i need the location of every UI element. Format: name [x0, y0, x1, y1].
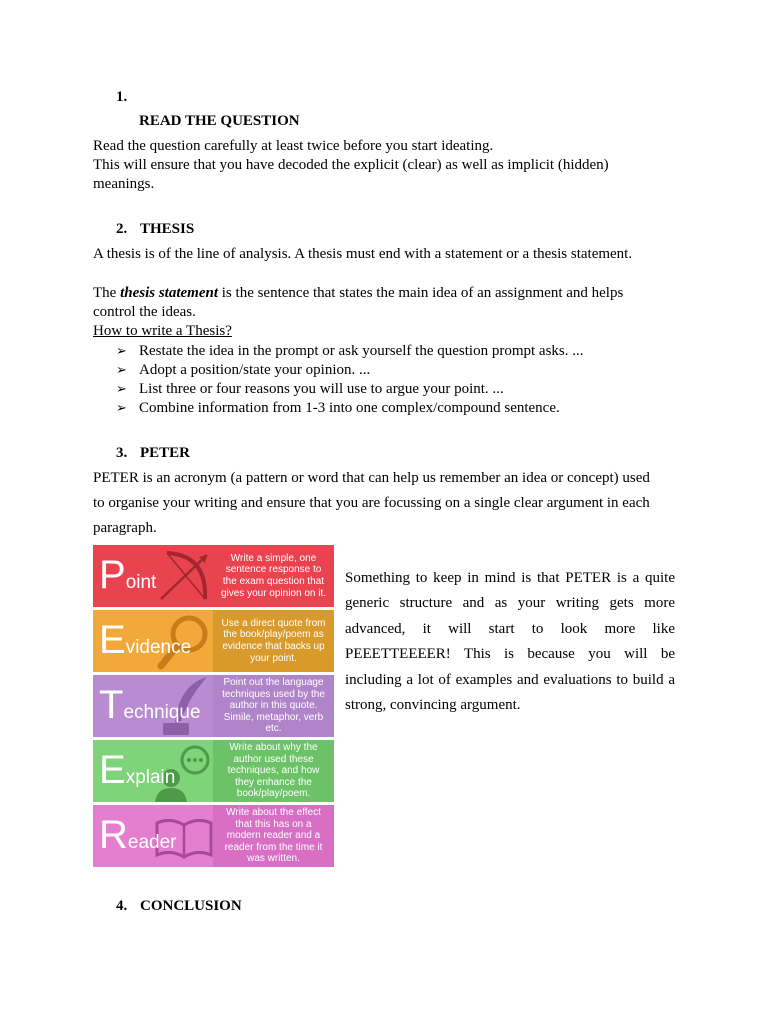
- howto-heading: How to write a Thesis?: [93, 323, 232, 339]
- arrow-bullet-icon: ➢: [116, 382, 127, 397]
- section2-number: 2.: [116, 221, 128, 237]
- row-description: Use a direct quote from the book/play/poem as evidence that backs up your point.: [221, 617, 326, 664]
- bow-and-arrow-icon: [153, 547, 215, 605]
- row-word: [99, 811, 177, 859]
- section3-heading: PETER: [140, 445, 191, 461]
- row-letter: E: [99, 618, 126, 662]
- list-item-text: Adopt a position/state your opinion. ...: [139, 362, 371, 378]
- row-word: [99, 551, 156, 599]
- section1-line: meanings.: [93, 176, 155, 192]
- list-item-text: Combine information from 1-3 into one complex/compound sentence.: [139, 400, 560, 416]
- row-word: [99, 681, 201, 729]
- list-item-text: List three or four reasons you will use to argue your point. ...: [139, 381, 504, 397]
- section1-line: Read the question carefully at least twice before you start ideating.: [93, 138, 494, 154]
- peter-row-reader: [93, 805, 334, 867]
- peter-row-point: [93, 545, 334, 607]
- arrow-bullet-icon: ➢: [116, 363, 127, 378]
- peter-side-text: Something to keep in mind is that PETER is a quite generic structure and as your writing gets more advanced, it will start to look more like PEEETTEEEER! This is because you will be including a lot of examples and evaluations to build a strong, convincing argument.: [345, 570, 675, 714]
- section4-number: 4.: [116, 898, 128, 914]
- row-word-rest: vidence: [125, 637, 192, 658]
- row-letter: R: [99, 813, 128, 857]
- section1-number: 1.: [116, 89, 128, 105]
- para2-post: is the sentence that states the main idea of an assignment and helps: [218, 285, 624, 301]
- section2-para2-line2: control the ideas.: [93, 304, 196, 320]
- arrow-bullet-icon: ➢: [116, 401, 127, 416]
- peter-row-technique: [93, 675, 334, 737]
- peter-row-evidence: [93, 610, 334, 672]
- row-description: Write about the effect that this has on a modern reader and a reader from the time it was written.: [224, 807, 323, 865]
- section1-heading: READ THE QUESTION: [139, 113, 300, 129]
- row-letter: T: [99, 683, 124, 727]
- section2-title: [116, 220, 194, 239]
- row-description-panel: [213, 805, 334, 867]
- row-letter: P: [99, 553, 126, 597]
- row-word-rest: oint: [125, 572, 157, 593]
- section1-line: This will ensure that you have decoded the explicit (clear) as well as implicit (hidden): [93, 157, 609, 173]
- para2-pre: The: [93, 285, 121, 301]
- row-description-panel: [213, 675, 334, 737]
- row-word-rest: xplain: [125, 767, 176, 788]
- section3-title: [116, 444, 190, 463]
- section3-number: 3.: [116, 445, 128, 461]
- thesis-statement-term: thesis statement: [120, 285, 219, 301]
- section3-line: PETER is an acronym (a pattern or word that can help us remember an idea or concept) used: [93, 470, 650, 486]
- row-description: Write a simple, one sentence response to the exam question that gives your opinion on it.: [220, 552, 327, 599]
- section2-heading: THESIS: [140, 221, 195, 237]
- section3-line: to organise your writing and ensure that you are focussing on a single clear argument in each: [93, 495, 650, 511]
- list-item: [116, 380, 504, 399]
- list-item-text: Restate the idea in the prompt or ask yourself the question prompt asks. ...: [139, 343, 584, 359]
- list-item: [116, 342, 584, 361]
- row-description-panel: [213, 545, 334, 607]
- peter-row-explain: [93, 740, 334, 802]
- section4-heading: CONCLUSION: [140, 898, 242, 914]
- row-description: Point out the language techniques used by the author in this quote. Simile, metaphor, verb etc.: [222, 677, 325, 735]
- row-word-rest: echnique: [123, 702, 201, 723]
- row-description: Write about why the author used these techniques, and how they enhance the book/play/poem.: [227, 742, 320, 800]
- section4-title: [116, 897, 242, 916]
- row-word: [99, 746, 175, 794]
- row-description-panel: [213, 740, 334, 802]
- row-letter: E: [99, 748, 126, 792]
- row-word-rest: eader: [127, 832, 177, 853]
- row-description-panel: [213, 610, 334, 672]
- list-item: [116, 361, 370, 380]
- arrow-bullet-icon: ➢: [116, 344, 127, 359]
- peter-infographic: [93, 545, 334, 867]
- section3-line: paragraph.: [93, 520, 157, 536]
- list-item: [116, 399, 560, 418]
- section2-para1: A thesis is of the line of analysis. A thesis must end with a statement or a thesis statement.: [93, 246, 633, 262]
- row-word: [99, 616, 191, 664]
- section2-para2: [93, 284, 623, 303]
